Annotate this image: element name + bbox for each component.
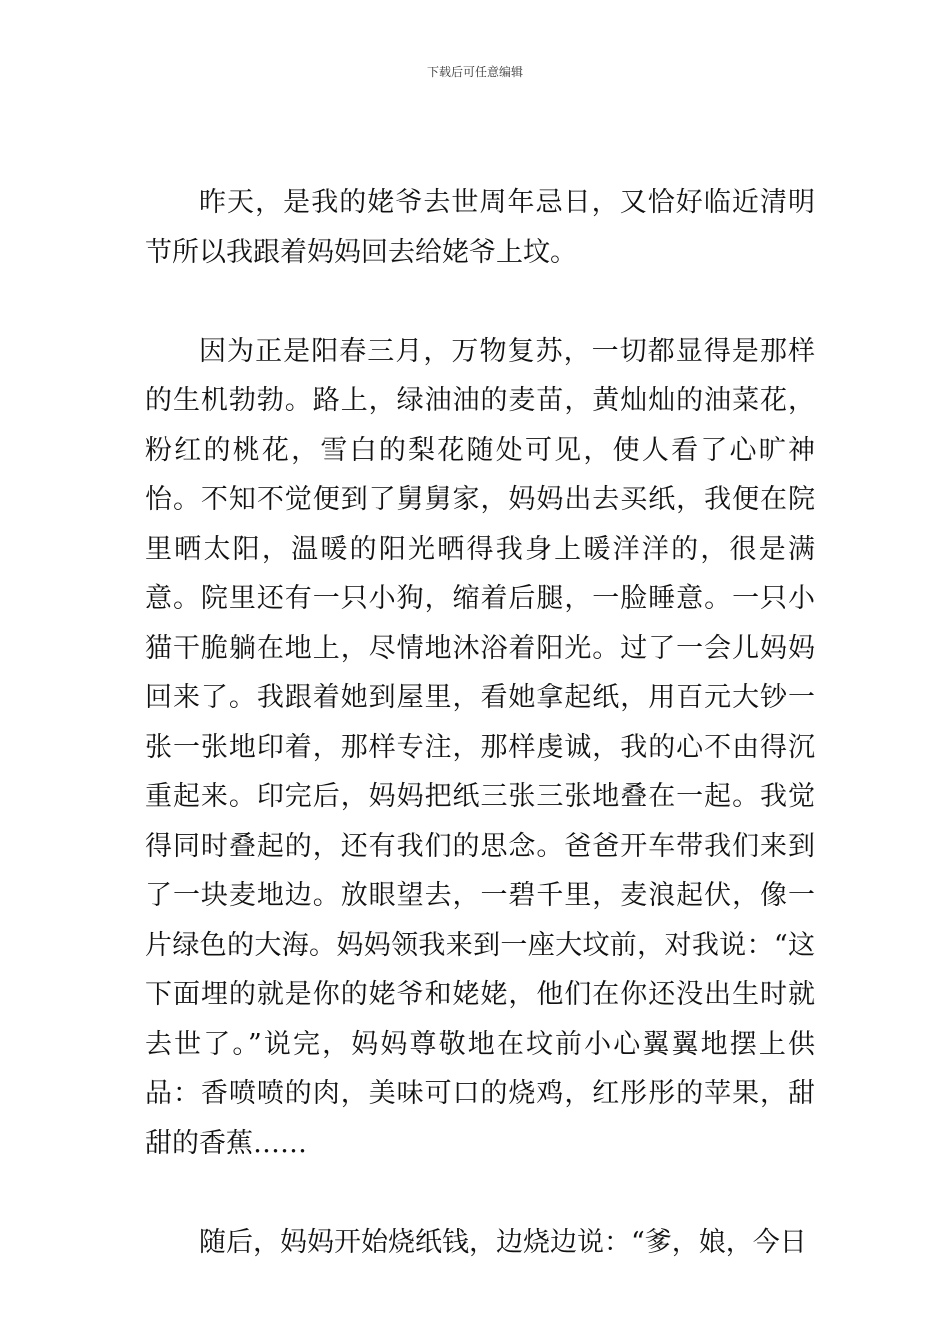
paragraph-3: 随后，妈妈开始烧纸钱，边烧边说：“爹，娘，今日 — [199, 1226, 807, 1258]
document-body — [145, 178, 815, 1267]
paragraph-2: 因为正是阳春三月，万物复苏，一切都显得是那样的生机勃勃。路上，绿油油的麦苗，黄灿灿的油菜花，粉红的桃花，雪白的梨花随处可见，使人看了心旷神怡。不知不觉便到了舅舅家，妈妈出去买纸，我便在院里晒太阳，温暖的阳光晒得我身上暖洋洋的，很是满意。院里还有一只小狗，缩着后腿，一脸睡意。一只小猫干脆躺在地上，尽情地沐浴着阳光。过了一会儿妈妈回来了。我跟着她到屋里，看她拿起纸，用百元大钞一张一张地印着，那样专注，那样虔诚，我的心不由得沉重起来。印完后，妈妈把纸三张三张地叠在一起。我觉得同时叠起的，还有我们的思念。爸爸开车带我们来到了一块麦地边。放眼望去，一碧千里，麦浪起伏，像一片绿色的大海。妈妈领我来到一座大坟前，对我说：“这下面埋的就是你的姥爷和姥姥，他们在你还没出生时就去世了。”说完，妈妈尊敬地在坟前小心翼翼地摆上供品：香喷喷的肉，美味可口的烧鸡，红彤彤的苹果，甜甜的香蕉…… — [145, 335, 815, 1159]
page-header: 下载后可任意编辑 — [426, 65, 523, 79]
paragraph-1: 昨天，是我的姥爷去世周年忌日，又恰好临近清明节所以我跟着妈妈回去给姥爷上坟。 — [145, 187, 815, 268]
